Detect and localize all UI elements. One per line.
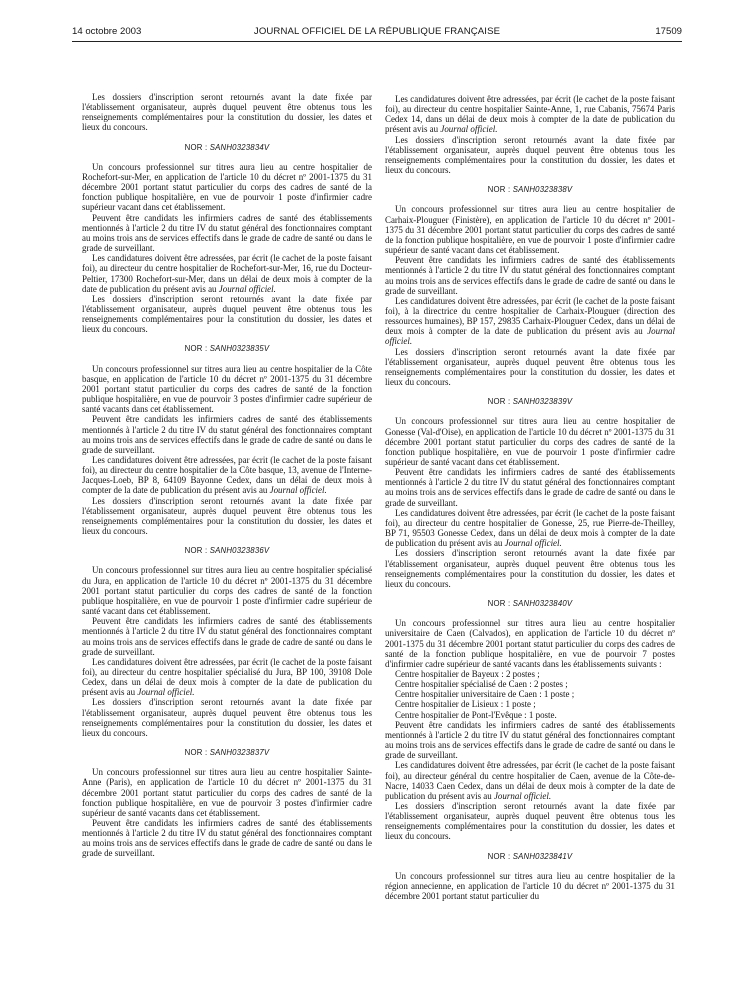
paragraph: Les dossiers d'inscription seront retournés avant la date fixée par l'établissement organisateur, auprès duquel peuvent être obtenus tous les renseignements complémentaires pour la constitution du dossier, les dates et lieux du concours. [385,548,675,589]
nor-reference [82,143,372,153]
establishment-list [385,669,675,720]
nor-reference [82,344,372,354]
nor-reference [82,546,372,556]
nor-code: SANH0323841V [512,851,573,861]
header-rule [72,41,682,42]
paragraph-text: Les candidatures doivent être adressées, par écrit (le cachet de la poste faisant foi), au directeur du centre hospitalier de Gonesse, 25, rue Pierre-de-Theilley, BP 71, 95503 Gonesse Cedex, dans un délai de deux mois à compter de la date de publication du présent avis au [385,507,675,549]
header-date: 14 octobre 2003 [72,26,142,37]
paragraph-text: Les candidatures doivent être adressées, par écrit (le cachet de la poste faisant foi), au directeur général du centre hospitalier de Caen, avenue de la Côte-de-Nacre, 14033 Caen Cedex, dans un délai de deux mois à compter de la date de publication du présent avis au [385,760,675,801]
paragraph: Les dossiers d'inscription seront retournés avant la date fixée par l'établissement organisateur, auprès duquel peuvent être obtenus tous les renseignements complémentaires pour la constitution du dossier, les dates et lieux du concours. [385,134,675,176]
paragraph-text: Les candidatures doivent être adressées, par écrit (le cachet de la poste faisant foi), à la directrice du centre hospitalier de Carhaix-Plouguer (direction des ressources humaines), BP 157, 29835 Carhaix-Plouguer Cedex, dans un délai de deux mois à compter de la date de publication du présent avis au [385,295,675,337]
journal-officiel-ref: Journal officiel. [385,326,675,347]
nor-code: SANH0323837V [209,748,270,758]
paragraph [385,508,675,549]
paragraph: Les dossiers d'inscription seront retournés avant la date fixée par l'établissement organisateur, auprès duquel peuvent être obtenus tous les renseignements complémentaires pour la constitution du dossier, les dates et lieux du concours. [385,346,675,388]
right-column [385,94,675,901]
nor-label: NOR : [184,142,210,152]
paragraph: Peuvent être candidats les infirmiers cadres de santé des établissements mentionnés à l'article 2 du titre IV du statut général des fonctionnaires comptant au moins trois ans de services effectifs dans le grade de cadre de santé ou dans le grade de surveillant. [82,414,372,455]
paragraph: Peuvent être candidats les infirmiers cadres de santé des établissements mentionnés à l'article 2 du titre IV du statut général des fonctionnaires comptant au moins trois ans de services effectifs dans le grade de cadre de santé ou dans le grade de surveillant. [385,255,675,296]
paragraph: Les dossiers d'inscription seront retournés avant la date fixée par l'établissement organisateur, auprès duquel peuvent être obtenus tous les renseignements complémentaires pour la constitution du dossier, les dates et lieux du concours. [385,801,675,842]
paragraph: Peuvent être candidats les infirmiers cadres de santé des établissements mentionnés à l'article 2 du titre IV du statut général des fonctionnaires comptant au moins trois ans de services effectifs dans le grade de cadre de santé ou dans le grade de surveillant. [82,616,372,657]
paragraph [385,760,675,801]
nor-reference [385,397,675,407]
page-header [72,26,682,42]
nor-label: NOR : [487,851,513,861]
paragraph [385,94,675,135]
paragraph: Peuvent être candidats les infirmiers cadres de santé des établissements mentionnés à l'article 2 du titre IV du statut général des fonctionnaires comptant au moins trois ans de services effectifs dans le grade de cadre de santé ou dans le grade de surveillant. [82,212,372,254]
journal-officiel-ref: Journal officiel. [504,538,562,549]
nor-label: NOR : [184,748,210,758]
list-item: Centre hospitalier de Pont-l'Evêque : 1 poste. [395,709,557,720]
nor-code: SANH0323836V [209,546,270,556]
paragraph: Peuvent être candidats les infirmiers cadres de santé des établissements mentionnés à l'article 2 du titre IV du statut général des fonctionnaires comptant au moins trois ans de services effectifs dans le grade de cadre de santé ou dans le grade de surveillant. [82,818,372,859]
paragraph-text: Les candidatures doivent être adressées, par écrit (le cachet de la poste faisant foi), au directeur du centre hospitalier spécialisé du Jura, BP 100, 39108 Dole Cedex, dans un délai de deux mois à compter de la date de publication du présent avis au [82,656,372,698]
nor-code: SANH0323840V [512,599,573,609]
paragraph [82,455,372,496]
paragraph: Peuvent être candidats les infirmiers cadres de santé des établissements mentionnés à l'article 2 du titre IV du statut général des fonctionnaires comptant au moins trois ans de services effectifs dans le grade de cadre de santé ou dans le grade de surveillant. [385,719,675,761]
paragraph: Un concours professionnel sur titres aura lieu au centre hospitalier de Carhaix-Plouguer (Finistère), en application de l'article 10 du décret nº 2001-1375 du 31 décembre 2001 portant statut particulier du corps des cadres de santé de la fonction publique hospitalière, en vue de pourvoir 1 poste d'infirmier cadre supérieur de santé vacant dans cet établissement. [385,204,675,256]
paragraph [82,253,372,294]
journal-officiel-ref: Journal officiel. [440,124,498,135]
paragraph: Un concours professionnel sur titres aura lieu au centre hospitalier de la Côte basque, en application de l'article 10 du décret nº 2001-1375 du 31 décembre 2001 portant statut particulier du corps des cadres de santé de la fonction publique hospitalière, en vue de pourvoir 3 postes d'infirmier cadre supérieur de santé vacants dans cet établissement. [82,363,372,415]
paragraph: Un concours professionnel sur titres aura lieu au centre hospitalier spécialisé du Jura, en application de l'article 10 du décret nº 2001-1375 du 31 décembre 2001 portant statut particulier du corps des cadres de santé de la fonction publique hospitalière, en vue de pourvoir 1 poste d'infirmier cadre supérieur de santé vacant dans cet établissement. [82,565,372,617]
journal-officiel-ref: Journal officiel. [493,790,552,801]
nor-reference [385,852,675,862]
paragraph: Un concours professionnel sur titres aura lieu au centre hospitalier Sainte-Anne (Paris), en application de l'article 10 du décret nº 2001-1375 du 31 décembre 2001 portant statut particulier du corps des cadres de santé de la fonction publique hospitalière, en vue de pourvoir 3 postes d'infirmier cadre supérieur de santé vacants dans cet établissement. [82,767,372,818]
header-page-number: 17509 [655,26,682,37]
list-item: Centre hospitalier universitaire de Caen : 1 poste ; [395,689,575,700]
nor-label: NOR : [487,397,513,407]
journal-officiel-ref: Journal officiel. [218,283,276,294]
nor-label: NOR : [184,344,210,354]
paragraph: Un concours professionnel sur titres aura lieu au centre hospitalier de la région annecienne, en application de l'article 10 du décret nº 2001-1375 du 31 décembre 2001 portant statut particulier du [385,870,675,902]
list-item: Centre hospitalier de Bayeux : 2 postes ; [395,668,540,679]
paragraph-text: Les candidatures doivent être adressées, par écrit (le cachet de la poste faisant foi), au directeur du centre hospitalier de Rochefort-sur-Mer, 16, rue du Docteur-Peltier, 17300 Rochefort-sur-Mer, dans un délai de deux mois à compter de la date de publication du présent avis au [82,253,372,294]
paragraph [385,296,675,347]
paragraph: Un concours professionnel sur titres aura lieu au centre hospitalier de Gonesse (Val-d'Oise), en application de l'article 10 du décret nº 2001-1375 du 31 décembre 2001 portant statut particulier du corps des cadres de santé de la fonction publique hospitalière, en vue de pourvoir 1 poste d'infirmier cadre supérieur de santé vacant dans cet établissement. [385,416,675,467]
paragraph-text: Les candidatures doivent être adressées, par écrit (le cachet de la poste faisant foi), au directeur du centre hospitalier Sainte-Anne, 1, rue Cabanis, 75674 Paris Cedex 14, dans un délai de deux mois à compter de la date de publication du présent avis au [385,94,675,135]
list-item: Centre hospitalier de Lisieux : 1 poste ; [395,699,536,710]
paragraph: Un concours professionnel sur titres aura lieu au centre hospitalier universitaire de Caen (Calvados), en application de l'article 10 du décret nº 2001-1375 du 31 décembre 2001 portant statut particulier du corps des cadres de santé de la fonction publique hospitalière, en vue de pourvoir 7 postes d'infirmier cadre supérieur de santé vacants dans les établissements suivants : [385,618,675,669]
nor-code: SANH0323834V [209,142,270,152]
nor-reference [385,185,675,195]
paragraph: Les dossiers d'inscription seront retournés avant la date fixée par l'établissement organisateur, auprès duquel peuvent être obtenus tous les renseignements complémentaires pour la constitution du dossier, les dates et lieux du concours. [82,495,372,537]
journal-officiel-ref: Journal officiel. [137,687,195,698]
left-column [82,92,372,859]
paragraph: Les dossiers d'inscription seront retournés avant la date fixée par l'établissement organisateur, auprès duquel peuvent être obtenus tous les renseignements complémentaires pour la constitution du dossier, les dates et lieux du concours. [82,697,372,738]
nor-code: SANH0323835V [209,344,270,354]
nor-label: NOR : [184,546,210,556]
nor-reference [385,599,675,609]
paragraph: Les dossiers d'inscription seront retournés avant la date fixée par l'établissement organisateur, auprès duquel peuvent être obtenus tous les renseignements complémentaires pour la constitution du dossier, les dates et lieux du concours. [82,92,372,133]
nor-reference [82,748,372,758]
paragraph: Un concours professionnel sur titres aura lieu au centre hospitalier de Rochefort-sur-Mer, en application de l'article 10 du décret nº 2001-1375 du 31 décembre 2001 portant statut particulier du corps des cadres de santé de la fonction publique hospitalière, en vue de pourvoir 1 poste d'infirmier cadre supérieur vacant dans cet établissement. [82,161,372,213]
journal-officiel-ref: Journal officiel. [269,485,327,496]
nor-code: SANH0323839V [512,397,573,407]
list-item: Centre hospitalier spécialisé de Caen : 2 postes ; [395,679,568,690]
paragraph: Peuvent être candidats les infirmiers cadres de santé des établissements mentionnés à l'article 2 du titre IV du statut général des fonctionnaires comptant au moins trois ans de services effectifs dans le grade de cadre de santé ou dans le grade de surveillant. [385,467,675,508]
nor-code: SANH0323838V [512,185,573,195]
paragraph-text: Les candidatures doivent être adressées, par écrit (le cachet de la poste faisant foi), au directeur du centre hospitalier de la Côte basque, 13, avenue de l'Interne-Jacques-Loeb, BP 8, 64109 Bayonne Cedex, dans un délai de deux mois à compter de la date de publication du présent avis au [82,455,372,496]
nor-label: NOR : [487,599,513,609]
header-title: JOURNAL OFFICIEL DE LA RÉPUBLIQUE FRANÇAISE [253,26,501,37]
paragraph [82,657,372,698]
paragraph: Les dossiers d'inscription seront retournés avant la date fixée par l'établissement organisateur, auprès duquel peuvent être obtenus tous les renseignements complémentaires pour la constitution du dossier, les dates et lieux du concours. [82,293,372,335]
nor-label: NOR : [487,185,513,195]
